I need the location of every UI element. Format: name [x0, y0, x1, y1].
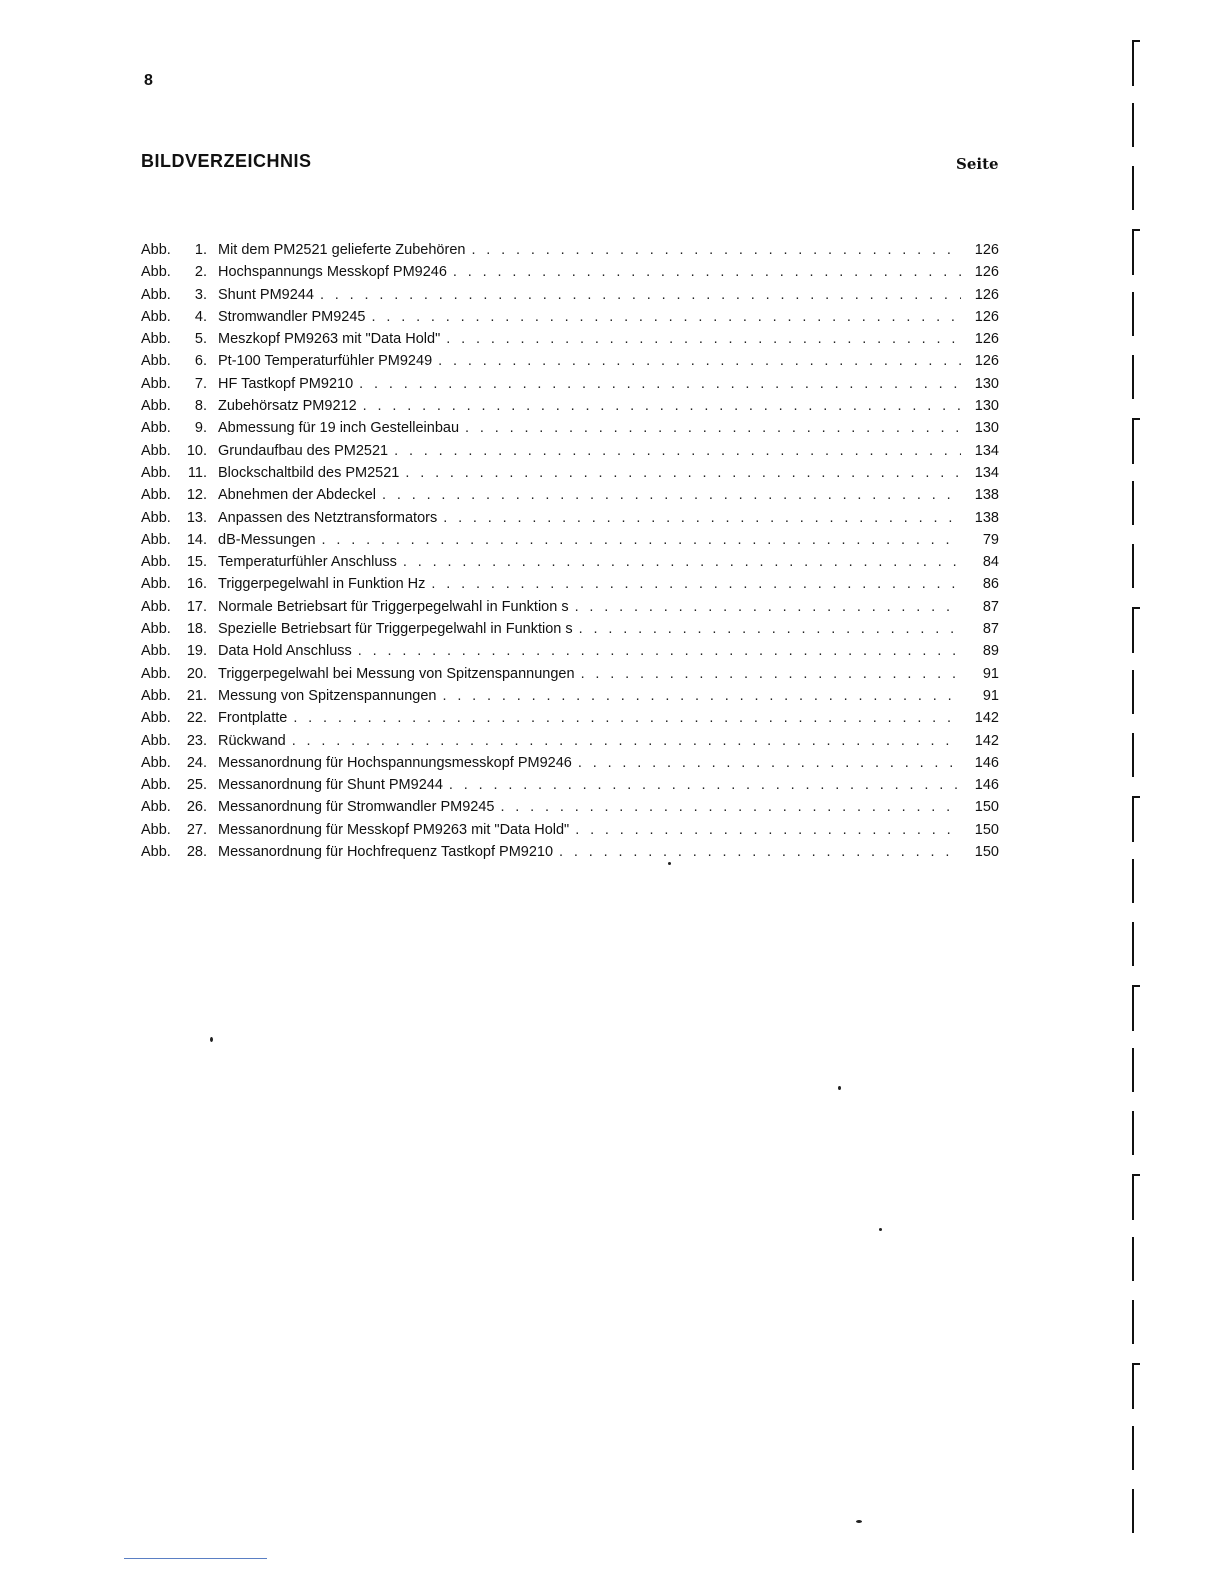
toc-entry-page: 138: [974, 509, 999, 526]
toc-entry-number: 15.: [186, 554, 207, 571]
binding-mark: [1132, 733, 1140, 777]
toc-entry-title: Abmessung für 19 inch Gestelleinbau: [218, 420, 460, 437]
toc-entry-page: 126: [974, 242, 999, 258]
toc-entry-page: 134: [974, 442, 999, 459]
toc-entry-title: Stromwandler PM9245: [218, 308, 366, 325]
scan-speck: [856, 1520, 862, 1523]
toc-entry-page: 126: [974, 286, 999, 303]
binding-mark: [1132, 418, 1140, 464]
toc-entry-prefix: Abb.: [141, 464, 171, 481]
toc-entry-prefix: Abb.: [141, 687, 171, 704]
toc-entry-number: 10.: [186, 442, 207, 459]
toc-entry: [141, 487, 999, 509]
toc-entry-title: Messanordnung für Hochspannungsmesskopf PM9246: [218, 754, 572, 771]
toc-entry-title: Messanordnung für Shunt PM9244: [218, 777, 443, 794]
binding-mark: [1132, 544, 1140, 588]
toc-entry: [141, 777, 999, 799]
toc-entry-number: 1.: [194, 242, 207, 258]
toc-entry-prefix: Abb.: [141, 442, 171, 459]
toc-entry-number: 17.: [186, 598, 207, 615]
toc-entry-prefix: Abb.: [141, 643, 171, 660]
toc-entry-page: 126: [974, 353, 999, 370]
toc-entry-title: HF Tastkopf PM9210: [218, 375, 354, 392]
binding-mark: [1132, 40, 1140, 86]
toc-entry-prefix: Abb.: [141, 665, 171, 682]
toc-entry-number: 4.: [194, 308, 207, 325]
toc-entry-prefix: Abb.: [141, 531, 171, 548]
toc-entry: [141, 398, 999, 420]
toc-entry: [141, 420, 999, 442]
toc-entry: [141, 822, 999, 844]
binding-mark: [1132, 481, 1140, 525]
binding-mark: [1132, 166, 1140, 210]
toc-entry-page: 146: [974, 777, 999, 794]
toc-entry-prefix: Abb.: [141, 621, 171, 638]
toc-entry: [141, 576, 999, 598]
toc-entry-page: 130: [974, 398, 999, 415]
toc-entry-page: 134: [974, 464, 999, 481]
toc-entry-number: 22.: [186, 710, 207, 727]
toc-entry: [141, 643, 999, 665]
toc-entry-leader-dots: [372, 309, 962, 325]
toc-entry-title: Messanordnung für Hochfrequenz Tastkopf PM9210: [218, 844, 554, 861]
toc-entry: [141, 688, 999, 710]
toc-entry-number: 20.: [186, 665, 207, 682]
toc-entry-page: 150: [974, 844, 999, 861]
binding-mark: [1132, 292, 1140, 336]
toc-entry: [141, 376, 999, 398]
toc-entry-page: 142: [974, 732, 999, 749]
toc-entry-title: Triggerpegelwahl bei Messung von Spitzenspannungen: [218, 665, 575, 682]
binding-mark: [1132, 1048, 1140, 1092]
toc-entry: [141, 510, 999, 532]
toc-entry: [141, 755, 999, 777]
toc-entry-prefix: Abb.: [141, 554, 171, 571]
toc-entry-title: Blockschaltbild des PM2521: [218, 464, 400, 481]
toc-entry-number: 12.: [186, 487, 207, 504]
toc-entry-number: 3.: [194, 286, 207, 303]
binding-mark: [1132, 1111, 1140, 1155]
toc-entry-prefix: Abb.: [141, 420, 171, 437]
binding-mark: [1132, 670, 1140, 714]
toc-entry-prefix: Abb.: [141, 286, 171, 303]
toc-entry-leader-dots: [575, 822, 961, 838]
toc-entry-title: Abnehmen der Abdeckel: [218, 487, 376, 504]
toc-entry-prefix: Abb.: [141, 777, 171, 794]
scan-speck: [838, 1086, 841, 1090]
toc-entry-page: 91: [982, 687, 999, 704]
toc-entry: [141, 264, 999, 286]
toc-entry-number: 21.: [186, 687, 207, 704]
toc-entry-number: 26.: [186, 799, 207, 816]
toc-entry-leader-dots: [575, 599, 961, 615]
toc-entry-prefix: Abb.: [141, 375, 171, 392]
toc-entry-page: 142: [974, 710, 999, 727]
toc-entry-page: 87: [982, 598, 999, 615]
toc-entry-number: 5.: [194, 331, 207, 348]
toc-entry-prefix: Abb.: [141, 487, 171, 504]
toc-entry-page: 150: [974, 821, 999, 838]
toc-entry-page: 126: [974, 331, 999, 348]
toc-entry: [141, 353, 999, 375]
binding-mark: [1132, 922, 1140, 966]
toc-entry-number: 13.: [186, 509, 207, 526]
toc-entry-title: Messanordnung für Messkopf PM9263 mit "Data Hold": [218, 821, 570, 838]
toc-entry-prefix: Abb.: [141, 821, 171, 838]
toc-entry-leader-dots: [363, 398, 961, 414]
toc-entry-number: 9.: [194, 420, 207, 437]
toc-entry: [141, 242, 999, 264]
toc-entry-page: 138: [974, 487, 999, 504]
toc-entry-page: 146: [974, 754, 999, 771]
toc-entry-leader-dots: [382, 487, 961, 503]
toc-entry-number: 2.: [194, 264, 207, 281]
toc-entry-prefix: Abb.: [141, 754, 171, 771]
toc-entry-title: Messung von Spitzenspannungen: [218, 687, 437, 704]
toc-entry-leader-dots: [442, 688, 961, 704]
toc-entry-leader-dots: [403, 554, 961, 570]
toc-entry-page: 126: [974, 308, 999, 325]
toc-entry: [141, 287, 999, 309]
toc-entry-leader-dots: [394, 443, 961, 459]
binding-mark: [1132, 103, 1140, 147]
toc-entry-leader-dots: [581, 666, 961, 682]
scan-speck: [879, 1228, 882, 1231]
toc-entry-leader-dots: [292, 733, 961, 749]
toc-entry-prefix: Abb.: [141, 598, 171, 615]
binding-mark: [1132, 1426, 1140, 1470]
toc-entry: [141, 532, 999, 554]
toc-entry-title: Shunt PM9244: [218, 286, 314, 303]
toc-entry-number: 23.: [186, 732, 207, 749]
toc-entry-number: 11.: [187, 464, 207, 481]
toc-entry-number: 7.: [194, 375, 207, 392]
toc-entry-page: 79: [982, 531, 999, 548]
toc-entry-title: Rückwand: [218, 732, 286, 749]
toc-entry-title: Mit dem PM2521 gelieferte Zubehören: [218, 242, 466, 258]
binding-mark: [1132, 1300, 1140, 1344]
toc-entry-title: Data Hold Anschluss: [218, 643, 352, 660]
toc-entry: [141, 666, 999, 688]
toc-entry: [141, 599, 999, 621]
binding-mark: [1132, 1174, 1140, 1220]
toc-entry: [141, 309, 999, 331]
toc-entry-page: 84: [982, 554, 999, 571]
binding-mark: [1132, 796, 1140, 842]
toc-entry-leader-dots: [443, 510, 961, 526]
toc-entry-prefix: Abb.: [141, 509, 171, 526]
page-title: BILDVERZEICHNIS: [141, 151, 312, 171]
binding-edge-marks: [1124, 40, 1154, 1570]
toc-entry-page: 89: [982, 643, 999, 660]
toc-entry-page: 86: [982, 576, 999, 593]
toc-entry: [141, 710, 999, 732]
toc-entry-number: 25.: [186, 777, 207, 794]
toc-entry-title: Meszkopf PM9263 mit "Data Hold": [218, 331, 441, 348]
toc-entry-number: 18.: [186, 621, 207, 638]
toc-entry-prefix: Abb.: [141, 264, 171, 281]
toc-entry-leader-dots: [446, 331, 961, 347]
toc-entry-prefix: Abb.: [141, 353, 171, 370]
toc-entry-leader-dots: [293, 710, 961, 726]
toc-entry-number: 6.: [194, 353, 207, 370]
toc-entry-leader-dots: [559, 844, 961, 860]
toc-entry-number: 28.: [186, 844, 207, 861]
toc-entry-leader-dots: [431, 576, 961, 592]
toc-entry-leader-dots: [471, 242, 961, 258]
toc-entry-leader-dots: [579, 621, 961, 637]
toc-entry: [141, 331, 999, 353]
toc-entry-title: Triggerpegelwahl in Funktion Hz: [218, 576, 426, 593]
toc-entry: [141, 799, 999, 821]
toc-entry: [141, 443, 999, 465]
toc-entry-leader-dots: [500, 799, 961, 815]
toc-entry-leader-dots: [578, 755, 961, 771]
toc-entry-page: 130: [974, 420, 999, 437]
toc-entry-leader-dots: [322, 532, 961, 548]
toc-entry-leader-dots: [405, 465, 961, 481]
page-column-label: Seite: [956, 155, 999, 173]
toc-entry-title: Pt-100 Temperaturfühler PM9249: [218, 353, 433, 370]
toc-entry-prefix: Abb.: [141, 242, 171, 258]
toc-entry-title: Spezielle Betriebsart für Triggerpegelwahl in Funktion s: [218, 621, 573, 638]
toc-entry-prefix: Abb.: [141, 331, 171, 348]
footer-rule: [124, 1558, 267, 1559]
toc-entry-leader-dots: [438, 353, 961, 369]
toc-entry: [141, 621, 999, 643]
toc-entry-number: 8.: [194, 398, 207, 415]
scan-speck: [668, 862, 671, 865]
toc-entry-leader-dots: [453, 264, 961, 280]
toc-entry-title: Temperaturfühler Anschluss: [218, 554, 397, 571]
binding-mark: [1132, 355, 1140, 399]
toc-entry-title: Zubehörsatz PM9212: [218, 398, 357, 415]
toc-entry-leader-dots: [320, 287, 961, 303]
toc-entry-prefix: Abb.: [141, 799, 171, 816]
toc-entry-prefix: Abb.: [141, 398, 171, 415]
binding-mark: [1132, 1363, 1140, 1409]
toc-entry-number: 14.: [186, 531, 207, 548]
toc-entry-title: Normale Betriebsart für Triggerpegelwahl in Funktion s: [218, 598, 569, 615]
figure-list: [141, 242, 999, 866]
toc-entry-prefix: Abb.: [141, 576, 171, 593]
toc-entry-page: 87: [982, 621, 999, 638]
binding-mark: [1132, 1489, 1140, 1533]
toc-entry-page: 91: [982, 665, 999, 682]
toc-entry-leader-dots: [358, 643, 961, 659]
toc-entry-prefix: Abb.: [141, 732, 171, 749]
toc-entry-title: Grundaufbau des PM2521: [218, 442, 389, 459]
toc-entry: [141, 554, 999, 576]
toc-entry-title: Anpassen des Netztransformators: [218, 509, 438, 526]
toc-entry-title: Hochspannungs Messkopf PM9246: [218, 264, 447, 281]
toc-entry-title: dB-Messungen: [218, 531, 316, 548]
toc-entry-page: 150: [974, 799, 999, 816]
binding-mark: [1132, 1237, 1140, 1281]
toc-entry-number: 24.: [186, 754, 207, 771]
binding-mark: [1132, 859, 1140, 903]
binding-mark: [1132, 229, 1140, 275]
toc-entry-page: 126: [974, 264, 999, 281]
toc-entry-prefix: Abb.: [141, 308, 171, 325]
toc-entry-prefix: Abb.: [141, 844, 171, 861]
toc-entry-leader-dots: [449, 777, 961, 793]
toc-entry-leader-dots: [465, 420, 961, 436]
toc-entry: [141, 465, 999, 487]
toc-entry: [141, 844, 999, 866]
toc-entry: [141, 733, 999, 755]
toc-entry-prefix: Abb.: [141, 710, 171, 727]
binding-mark: [1132, 985, 1140, 1031]
toc-entry-page: 130: [974, 375, 999, 392]
page-number: 8: [144, 72, 153, 89]
scan-speck: [210, 1037, 213, 1042]
binding-mark: [1132, 607, 1140, 653]
toc-entry-title: Frontplatte: [218, 710, 288, 727]
toc-entry-title: Messanordnung für Stromwandler PM9245: [218, 799, 495, 816]
toc-entry-number: 16.: [186, 576, 207, 593]
toc-entry-leader-dots: [359, 376, 961, 392]
toc-entry-number: 19.: [186, 643, 207, 660]
toc-entry-number: 27.: [186, 821, 207, 838]
